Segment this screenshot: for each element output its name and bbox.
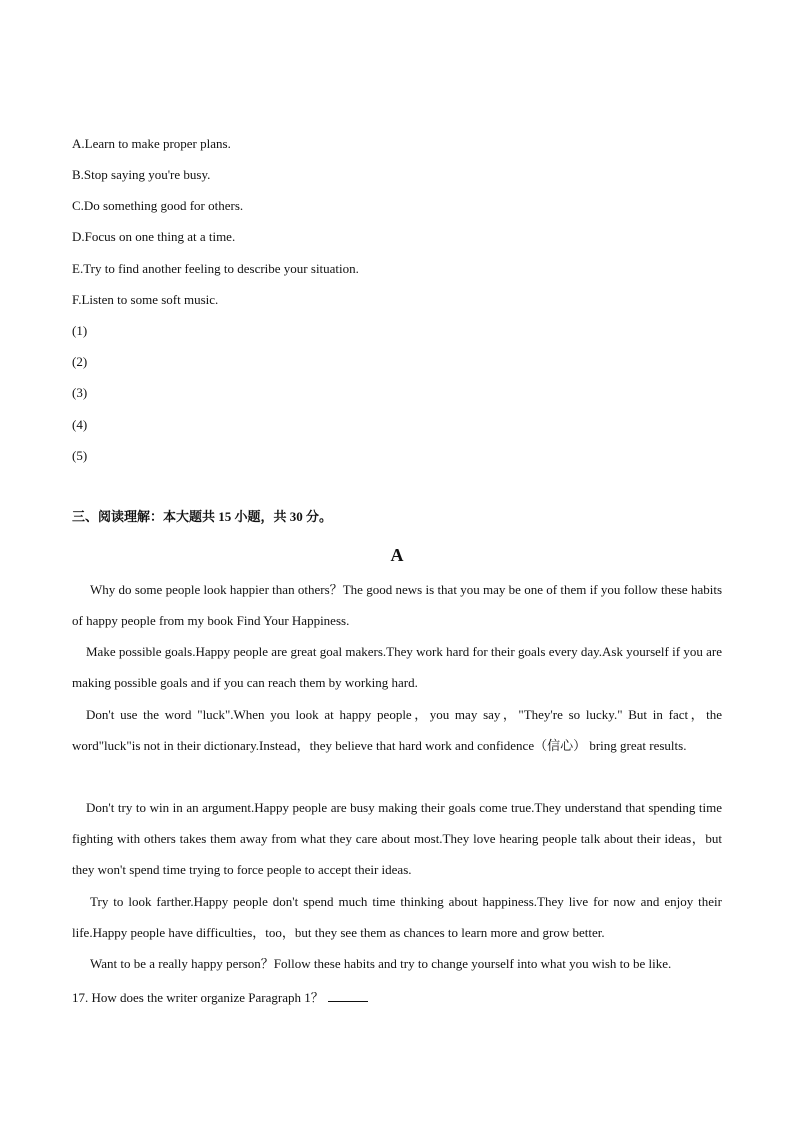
passage-paragraph: Don't try to win in an argument.Happy people are busy making their goals come true.They understand that spending time fighting with others takes them away from what they care about most.They love hearing people talk about their ideas，but they won't spend time trying to force people to accept their ideas. [72,800,722,877]
question-17 [72,989,368,1006]
answer-slot-4: (4) [72,417,88,432]
answer-blank[interactable] [328,989,368,1002]
passage-paragraph: Want to be a really happy person？Follow these habits and try to change yourself into what you wish to be like. [90,956,672,971]
answer-slot-5: (5) [72,448,88,463]
option-f: F.Listen to some soft music. [72,292,219,307]
passage-paragraph: Try to look farther.Happy people don't spend much time thinking about happiness.They live for now and enjoy their life.Happy people have difficulties，too，but they see them as chances to learn more and grow better. [72,894,722,940]
option-e: E.Try to find another feeling to describe your situation. [72,261,359,276]
answer-slot-1: (1) [72,323,88,338]
option-d: D.Focus on one thing at a time. [72,229,236,244]
option-b: B.Stop saying you're busy. [72,167,211,182]
option-c: C.Do something good for others. [72,198,244,213]
passage-title: A [390,545,404,565]
section-heading: 三、阅读理解：本大题共 15 小题，共 30 分。 [72,509,333,524]
answer-slot-3: (3) [72,385,88,400]
answer-slot-2: (2) [72,354,88,369]
question-text: 17. How does the writer organize Paragraph 1？ [72,990,324,1005]
passage-paragraph: Why do some people look happier than others？The good news is that you may be one of them if you follow these habits of happy people from my book Find Your Happiness. [72,582,722,628]
passage-paragraph: Make possible goals.Happy people are great goal makers.They work hard for their goals every day.Ask yourself if you are making possible goals and if you can reach them by working hard. [72,644,722,690]
option-a: A.Learn to make proper plans. [72,136,231,151]
passage-paragraph: Don't use the word "luck".When you look at happy people，you may say，"They're so lucky." But in fact，the word"luck"is not in their dictionary.Instead，they believe that hard work and confidence（信心） bring great results. [72,707,722,753]
